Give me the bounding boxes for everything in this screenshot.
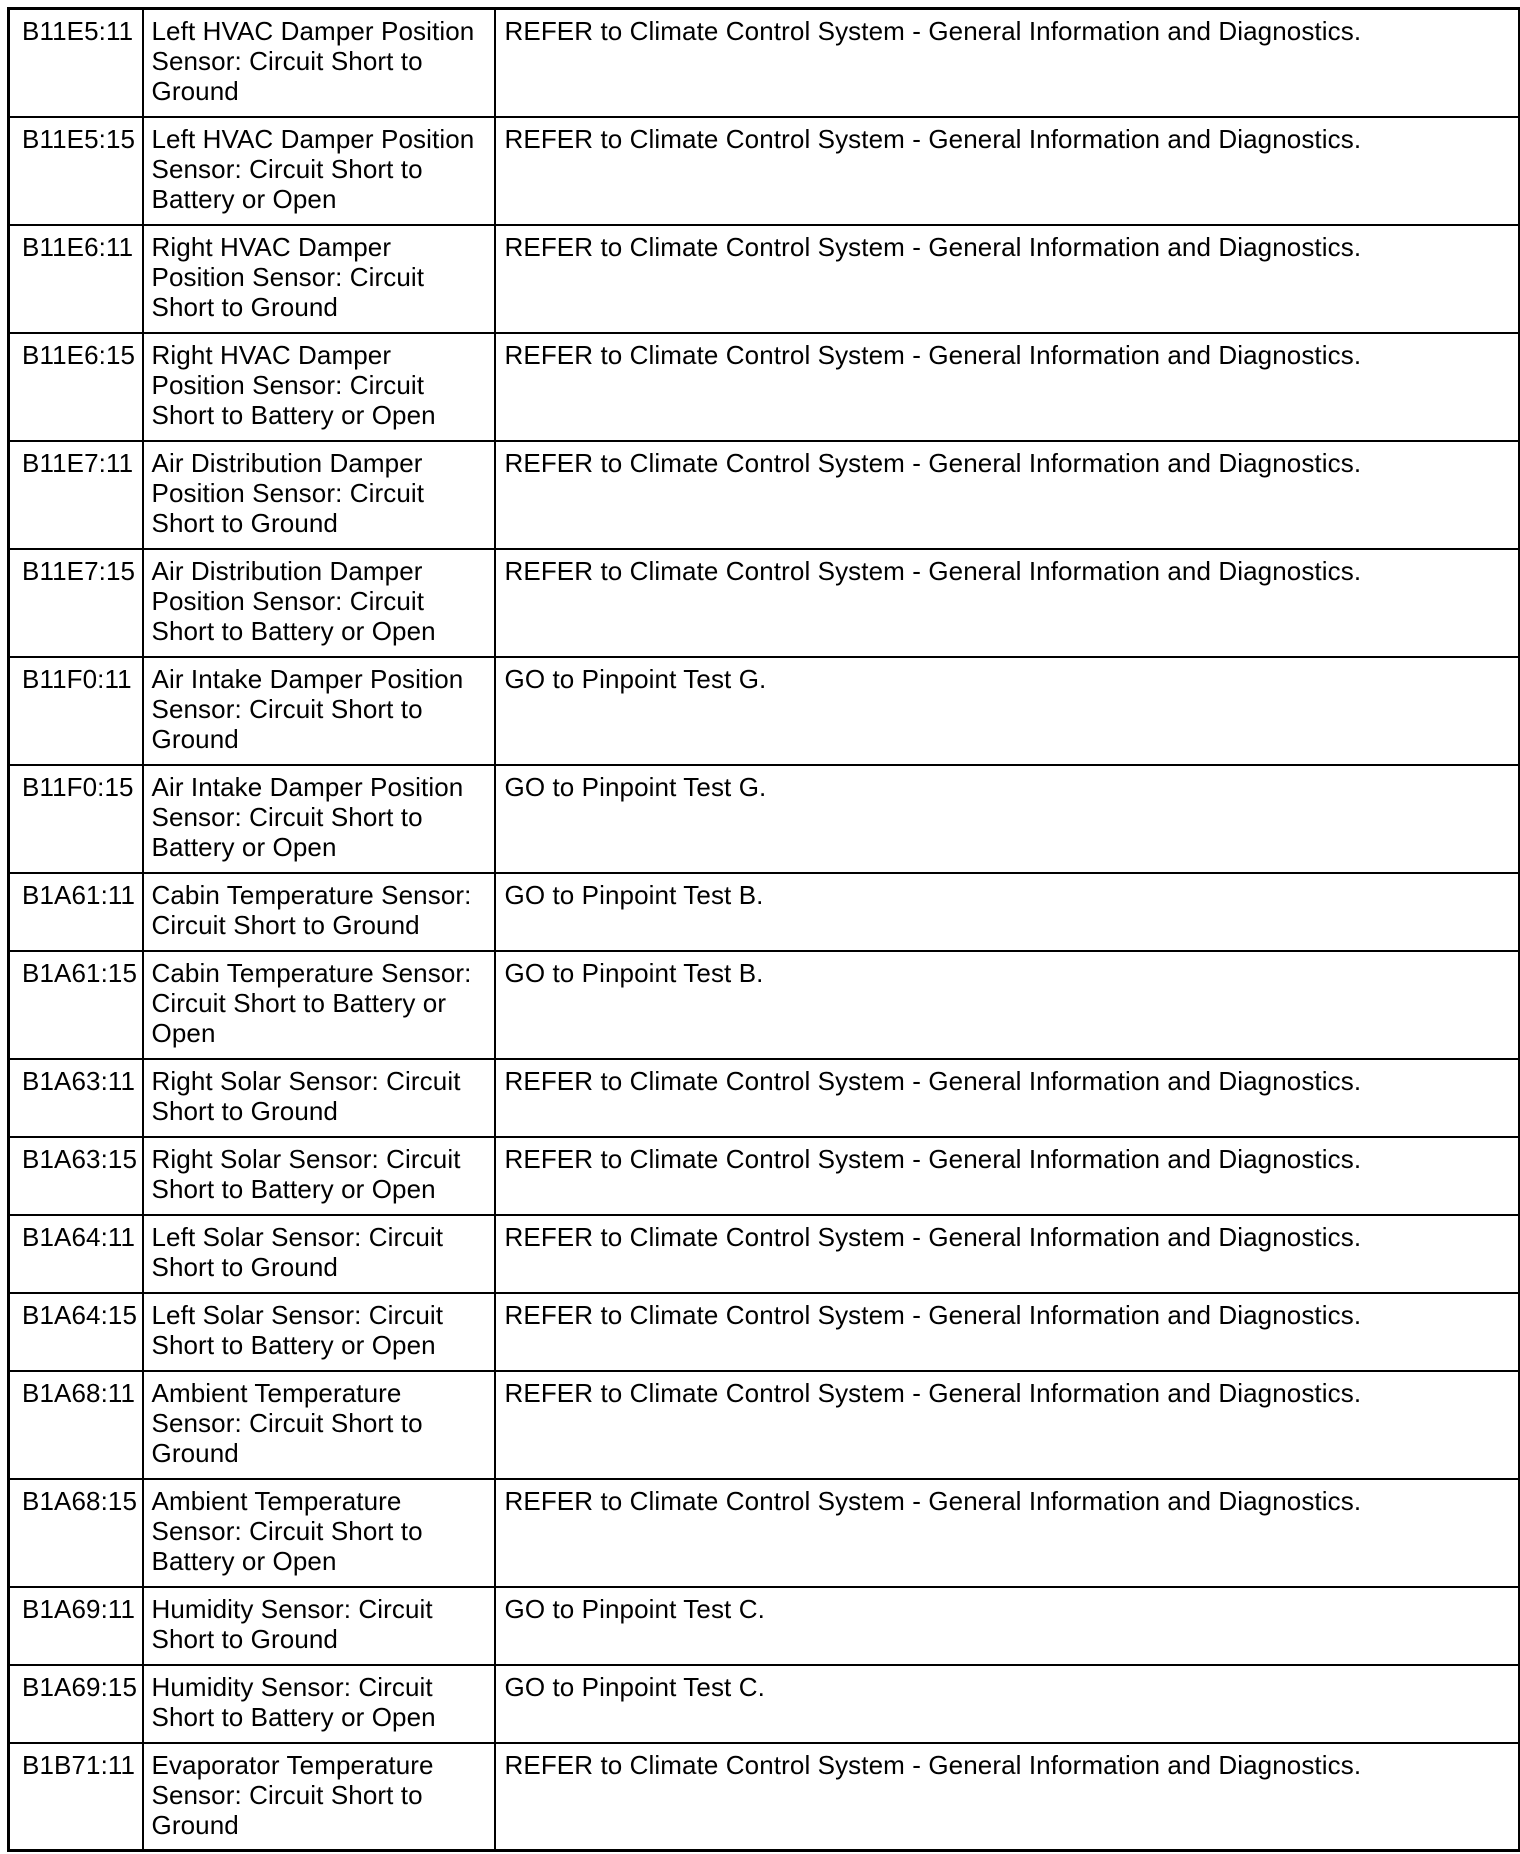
- table-row: [9, 117, 1520, 225]
- dtc-code: B1A63:11: [9, 1059, 143, 1137]
- dtc-action: REFER to Climate Control System - General Information and Diagnostics.: [495, 441, 1520, 549]
- dtc-description: Ambient Temperature Sensor: Circuit Short to Ground: [143, 1371, 495, 1479]
- dtc-action: GO to Pinpoint Test B.: [495, 951, 1520, 1059]
- dtc-code: B1A68:11: [9, 1371, 143, 1479]
- dtc-action: REFER to Climate Control System - General Information and Diagnostics.: [495, 1479, 1520, 1587]
- dtc-action: REFER to Climate Control System - General Information and Diagnostics.: [495, 1137, 1520, 1215]
- table-row: [9, 951, 1520, 1059]
- dtc-action: REFER to Climate Control System - General Information and Diagnostics.: [495, 1059, 1520, 1137]
- table-row: [9, 1479, 1520, 1587]
- table-row: [9, 1743, 1520, 1851]
- dtc-action: REFER to Climate Control System - General Information and Diagnostics.: [495, 9, 1520, 117]
- dtc-code: B11E6:11: [9, 225, 143, 333]
- table-row: [9, 225, 1520, 333]
- table-row: [9, 1587, 1520, 1665]
- dtc-code: B11F0:11: [9, 657, 143, 765]
- dtc-action: REFER to Climate Control System - General Information and Diagnostics.: [495, 333, 1520, 441]
- dtc-description: Air Intake Damper Position Sensor: Circuit Short to Battery or Open: [143, 765, 495, 873]
- table-row: [9, 1665, 1520, 1743]
- dtc-action: REFER to Climate Control System - General Information and Diagnostics.: [495, 225, 1520, 333]
- table-row: [9, 1215, 1520, 1293]
- dtc-code: B1A68:15: [9, 1479, 143, 1587]
- dtc-code: B11E6:15: [9, 333, 143, 441]
- dtc-code: B1A61:11: [9, 873, 143, 951]
- dtc-description: Ambient Temperature Sensor: Circuit Short to Battery or Open: [143, 1479, 495, 1587]
- table-row: [9, 1371, 1520, 1479]
- dtc-action: GO to Pinpoint Test G.: [495, 657, 1520, 765]
- dtc-description: Evaporator Temperature Sensor: Circuit Short to Ground: [143, 1743, 495, 1851]
- table-row: [9, 1293, 1520, 1371]
- dtc-description: Right HVAC Damper Position Sensor: Circuit Short to Battery or Open: [143, 333, 495, 441]
- table-row: [9, 333, 1520, 441]
- dtc-table: [7, 7, 1520, 1852]
- dtc-action: REFER to Climate Control System - General Information and Diagnostics.: [495, 1371, 1520, 1479]
- dtc-description: Air Intake Damper Position Sensor: Circuit Short to Ground: [143, 657, 495, 765]
- table-row: [9, 9, 1520, 117]
- dtc-action: REFER to Climate Control System - General Information and Diagnostics.: [495, 1743, 1520, 1851]
- dtc-action: REFER to Climate Control System - General Information and Diagnostics.: [495, 117, 1520, 225]
- dtc-description: Air Distribution Damper Position Sensor: Circuit Short to Battery or Open: [143, 549, 495, 657]
- dtc-description: Left HVAC Damper Position Sensor: Circuit Short to Battery or Open: [143, 117, 495, 225]
- dtc-description: Left Solar Sensor: Circuit Short to Battery or Open: [143, 1293, 495, 1371]
- dtc-description: Right Solar Sensor: Circuit Short to Ground: [143, 1059, 495, 1137]
- dtc-action: GO to Pinpoint Test C.: [495, 1665, 1520, 1743]
- table-row: [9, 657, 1520, 765]
- table-row: [9, 441, 1520, 549]
- dtc-code: B11F0:15: [9, 765, 143, 873]
- dtc-description: Humidity Sensor: Circuit Short to Ground: [143, 1587, 495, 1665]
- dtc-description: Air Distribution Damper Position Sensor: Circuit Short to Ground: [143, 441, 495, 549]
- dtc-table-body: [9, 9, 1520, 1851]
- table-row: [9, 549, 1520, 657]
- dtc-code: B1A63:15: [9, 1137, 143, 1215]
- dtc-description: Cabin Temperature Sensor: Circuit Short to Battery or Open: [143, 951, 495, 1059]
- dtc-description: Left Solar Sensor: Circuit Short to Ground: [143, 1215, 495, 1293]
- dtc-code: B1A69:15: [9, 1665, 143, 1743]
- dtc-code: B11E7:15: [9, 549, 143, 657]
- table-row: [9, 1059, 1520, 1137]
- dtc-description: Humidity Sensor: Circuit Short to Battery or Open: [143, 1665, 495, 1743]
- table-row: [9, 765, 1520, 873]
- dtc-action: GO to Pinpoint Test C.: [495, 1587, 1520, 1665]
- dtc-code: B11E5:11: [9, 9, 143, 117]
- dtc-code: B1A69:11: [9, 1587, 143, 1665]
- table-row: [9, 1137, 1520, 1215]
- dtc-action: GO to Pinpoint Test G.: [495, 765, 1520, 873]
- dtc-description: Left HVAC Damper Position Sensor: Circuit Short to Ground: [143, 9, 495, 117]
- dtc-action: GO to Pinpoint Test B.: [495, 873, 1520, 951]
- dtc-action: REFER to Climate Control System - General Information and Diagnostics.: [495, 1215, 1520, 1293]
- dtc-code: B1B71:11: [9, 1743, 143, 1851]
- dtc-code: B11E7:11: [9, 441, 143, 549]
- dtc-action: REFER to Climate Control System - General Information and Diagnostics.: [495, 1293, 1520, 1371]
- dtc-code: B1A64:15: [9, 1293, 143, 1371]
- dtc-description: Right Solar Sensor: Circuit Short to Battery or Open: [143, 1137, 495, 1215]
- dtc-code: B1A64:11: [9, 1215, 143, 1293]
- dtc-code: B1A61:15: [9, 951, 143, 1059]
- dtc-description: Cabin Temperature Sensor: Circuit Short to Ground: [143, 873, 495, 951]
- table-row: [9, 873, 1520, 951]
- dtc-action: REFER to Climate Control System - General Information and Diagnostics.: [495, 549, 1520, 657]
- dtc-code: B11E5:15: [9, 117, 143, 225]
- dtc-description: Right HVAC Damper Position Sensor: Circuit Short to Ground: [143, 225, 495, 333]
